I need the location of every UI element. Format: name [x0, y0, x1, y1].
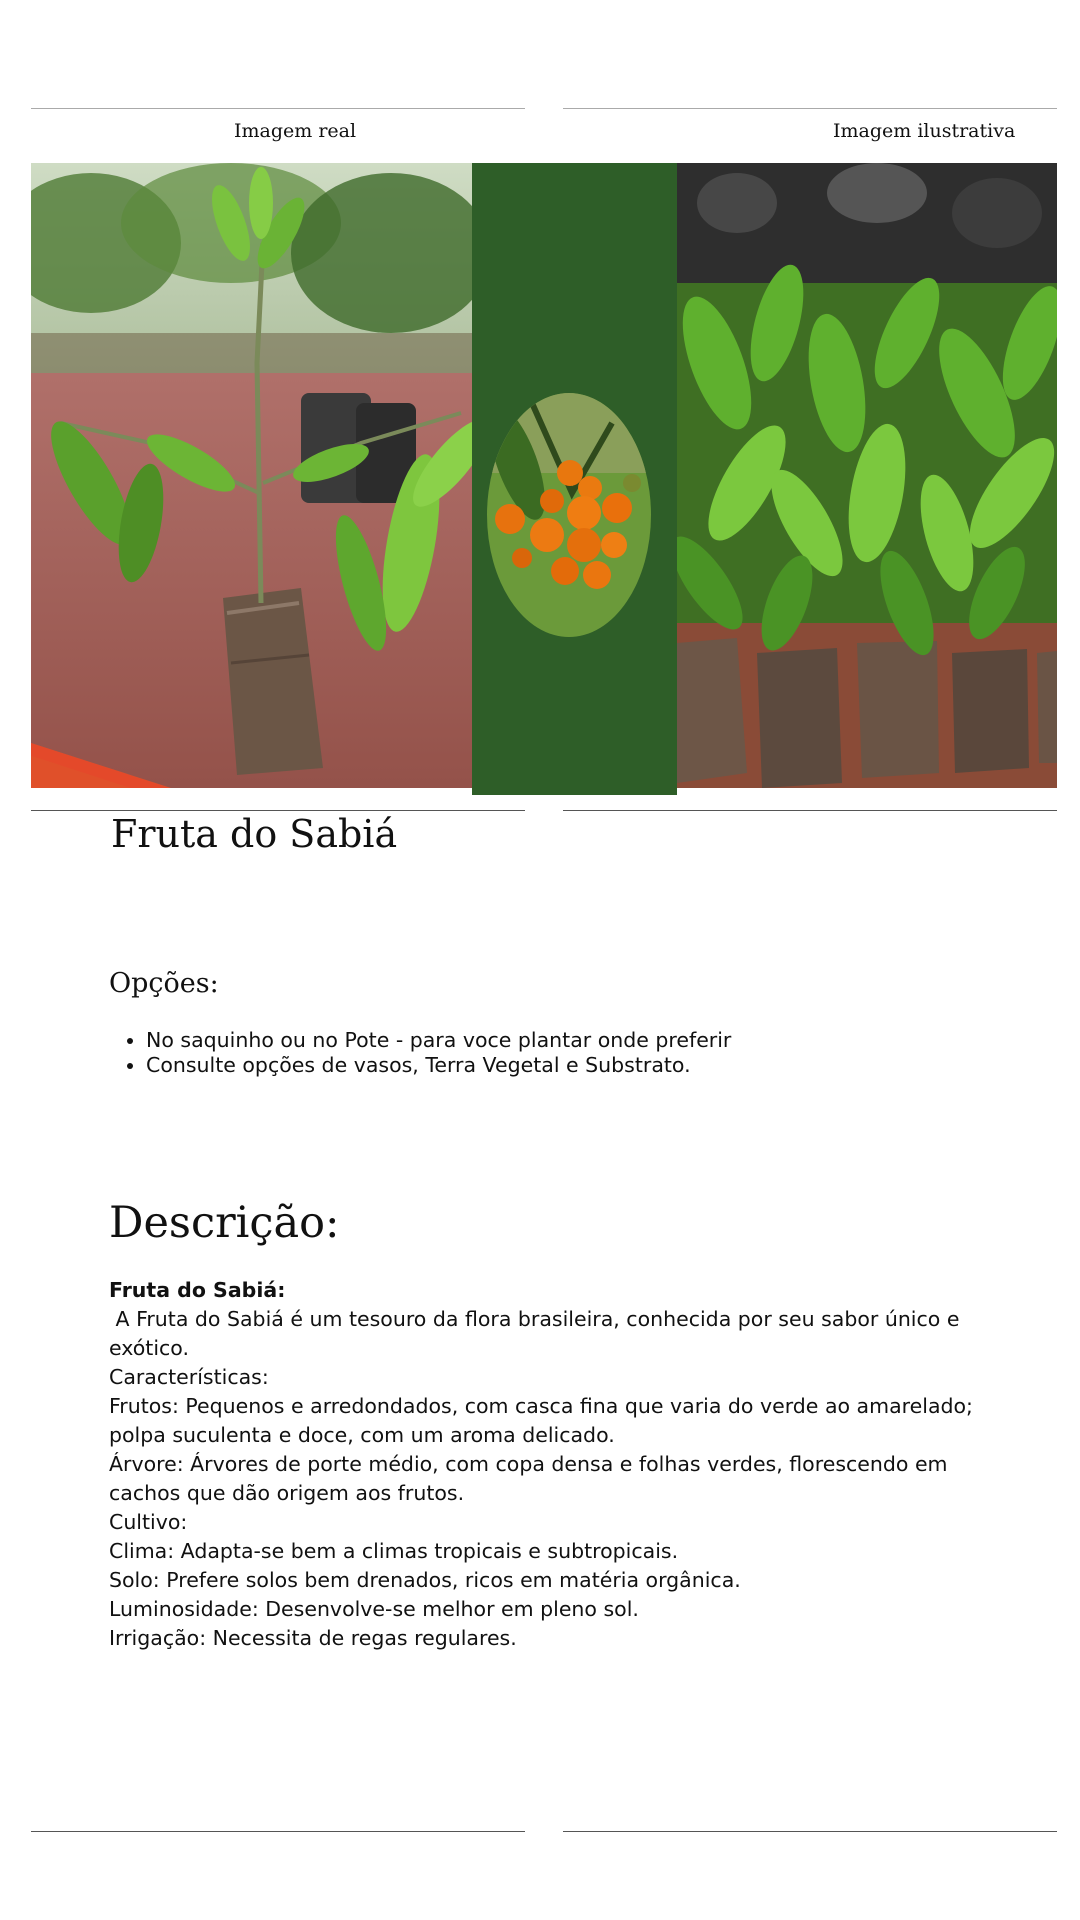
green-band — [472, 163, 677, 795]
orange-fruit-cluster-photo — [472, 163, 677, 795]
description-line: Irrigação: Necessita de regas regulares. — [109, 1626, 517, 1650]
list-item: • Consulte opções de vasos, Terra Vegetal e Substrato. — [146, 1053, 1006, 1078]
description-line: A Fruta do Sabiá é um tesouro da flora brasileira, conhecida por seu sabor único e exótico. — [109, 1307, 966, 1360]
description-line: Árvore: Árvores de porte médio, com copa densa e folhas verdes, florescendo em cachos que dão origem aos frutos. — [109, 1452, 955, 1505]
bottom-rule-right — [563, 1831, 1057, 1832]
description-line: Cultivo: — [109, 1510, 188, 1534]
description-subtitle: Fruta do Sabiá: — [109, 1278, 286, 1302]
mid-rule-right — [563, 810, 1057, 811]
top-rule-right — [563, 108, 1057, 109]
description-line: Características: — [109, 1365, 269, 1389]
description-line: Frutos: Pequenos e arredondados, com casca fina que varia do verde ao amarelado; polpa suculenta e doce, com um aroma delicado. — [109, 1394, 980, 1447]
description-body — [109, 1276, 979, 1653]
options-list — [110, 1028, 1006, 1078]
top-rule-left — [31, 108, 525, 109]
description-line: Clima: Adapta-se bem a climas tropicais e subtropicais. — [109, 1539, 679, 1563]
seedlings-in-bags-photo — [677, 163, 1057, 788]
description-line: Solo: Prefere solos bem drenados, ricos em matéria orgânica. — [109, 1568, 741, 1592]
caption-real-image: Imagem real — [234, 120, 357, 142]
mid-rule-left — [31, 810, 525, 811]
bottom-rule-left — [31, 1831, 525, 1832]
options-heading: Opções: — [109, 968, 219, 999]
caption-illustrative-image: Imagem ilustrativa — [833, 120, 1016, 142]
list-item: • No saquinho ou no Pote - para voce plantar onde preferir — [146, 1028, 1006, 1053]
description-heading: Descrição: — [109, 1198, 340, 1248]
description-line: Luminosidade: Desenvolve-se melhor em pleno sol. — [109, 1597, 639, 1621]
sapling-in-bag-photo — [31, 163, 472, 788]
product-title: Fruta do Sabiá — [111, 812, 398, 856]
